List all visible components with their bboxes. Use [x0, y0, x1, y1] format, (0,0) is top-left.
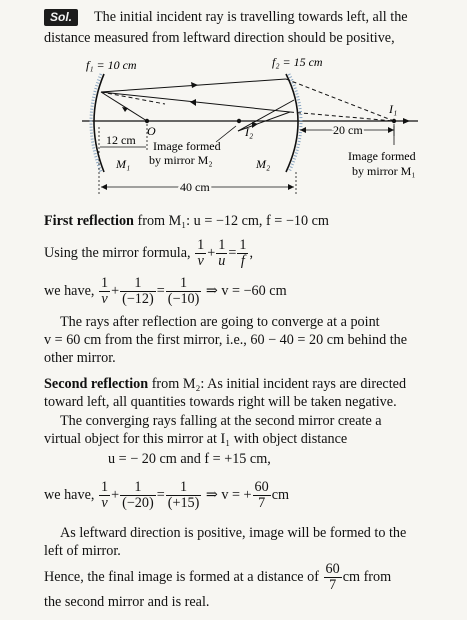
first-para-2: v = 60 cm from the first mirror, i.e., 60 − 40 = 20 cm behind the	[44, 332, 408, 348]
final-line-2: the second mirror and is real.	[44, 594, 210, 610]
label-12cm: 12 cm	[106, 133, 136, 147]
intro-line-2: distance measured from leftward direction should be positive,	[44, 30, 395, 46]
mirror-formula-line: Using the mirror formula, $\frac{1}{v}$ + $\frac{1}{u}$ = $\frac{1}{f}$ ,	[44, 237, 253, 270]
first-result: ⇒ v = −60 cm	[205, 283, 287, 299]
label-20cm: 20 cm	[333, 123, 363, 137]
second-reflection-heading: Second reflection	[44, 376, 149, 392]
label-img-m2-2: by mirror M₂	[149, 153, 213, 167]
second-result-unit: cm	[271, 487, 290, 503]
label-img-m1-1: Image formed	[348, 149, 416, 163]
label-f2: f₂ = 15 cm	[272, 55, 323, 69]
label-o: O	[147, 124, 156, 138]
point-o	[145, 119, 149, 123]
label-m1: M₁	[116, 157, 131, 171]
leftward-line-1: As leftward direction is positive, image will be formed to the	[60, 525, 407, 541]
first-reflection-heading: First reflection	[44, 213, 134, 229]
label-img-m2-1: Image formed	[153, 139, 221, 153]
first-we-have: we have,	[44, 283, 95, 299]
point-i1	[392, 119, 396, 123]
second-line-4: virtual object for this mirror at I₁ with object distance	[44, 431, 348, 447]
point-i2	[237, 119, 241, 123]
solution-badge: Sol.	[44, 9, 78, 26]
label-img-m1-2: by mirror M₁	[352, 164, 416, 178]
first-calc-line: we have, $\frac{1}{v}$ + $\frac{1}{(-12)}$ = $\frac{1}{(-10)}$ ⇒ v = −60 cm	[44, 275, 287, 308]
second-line-5: u = − 20 cm and f = +15 cm,	[108, 451, 271, 467]
second-reflection-line	[44, 376, 406, 393]
label-i2: I₂	[245, 125, 254, 139]
mirror-formula-prefix: Using the mirror formula,	[44, 245, 191, 261]
final-suffix: cm from	[342, 569, 392, 585]
intro-line-1: The initial incident ray is travelling towards left, all the	[94, 9, 408, 25]
mirror-m2	[286, 74, 298, 172]
first-reflection-line	[44, 213, 329, 230]
first-para-3: other mirror.	[44, 350, 116, 366]
second-line-3: The converging rays falling at the second mirror create a	[60, 413, 382, 429]
first-para-1: The rays after reflection are going to converge at a point	[60, 314, 380, 330]
final-prefix: Hence, the final image is formed at a distance of	[44, 569, 319, 585]
second-reflection-rest: from M₂: As initial incident rays are directed	[148, 376, 407, 392]
label-i1: I₁	[389, 102, 398, 116]
second-we-have: we have,	[44, 487, 95, 503]
leftward-line-2: left of mirror.	[44, 543, 121, 559]
second-result-prefix: ⇒ v = +	[205, 487, 252, 503]
label-f1: f₁ = 10 cm	[86, 58, 137, 72]
ray-diagram	[0, 48, 467, 208]
label-40cm: 40 cm	[180, 180, 210, 194]
second-line-2: toward left, all quantities towards right will be taken negative.	[44, 394, 397, 410]
second-calc-line: we have, $\frac{1}{v}$ + $\frac{1}{(-20)}$ = $\frac{1}{(+15)}$ ⇒ v = + $\frac{60}{7}$ cm	[44, 479, 290, 512]
label-m2: M₂	[256, 157, 271, 171]
first-reflection-values: from M₁: u = −12 cm, f = −10 cm	[133, 213, 329, 229]
final-line-1: Hence, the final image is formed at a distance of $\frac{60}{7}$ cm from	[44, 561, 392, 594]
